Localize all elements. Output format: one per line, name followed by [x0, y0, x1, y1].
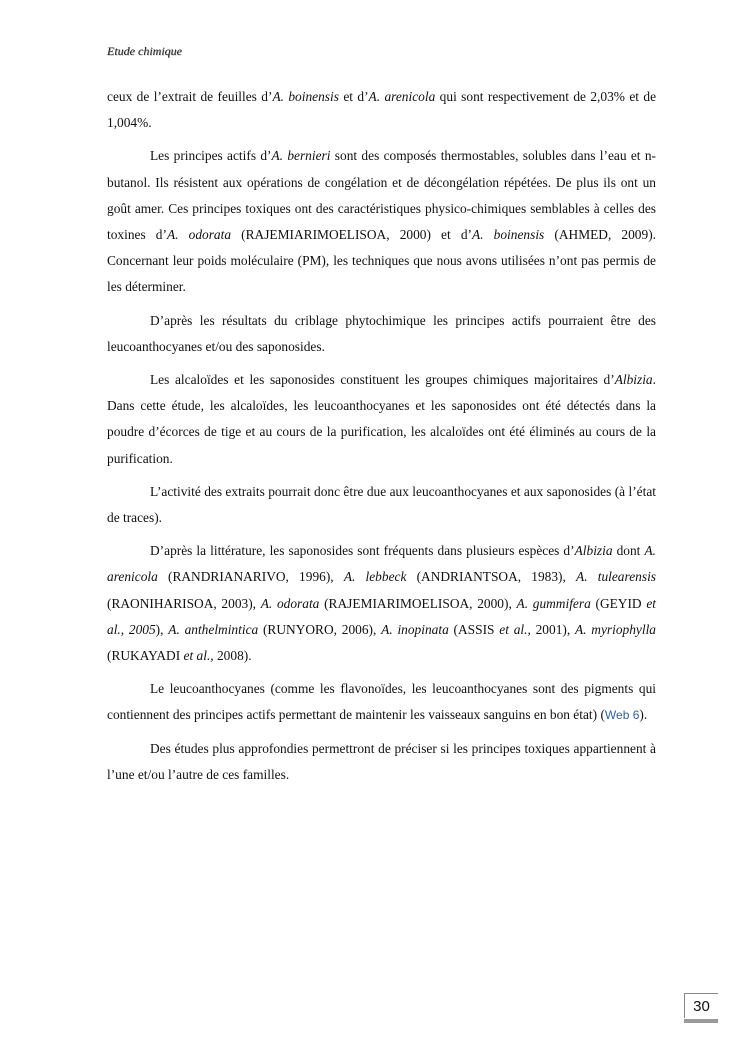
species-name: A. boinensis: [472, 227, 545, 243]
text-run: L’activité des extraits pourrait donc être due aux leucoanthocyanes et aux saponosides (à l’état de traces).: [107, 483, 656, 526]
text-run: 2001),: [530, 621, 575, 637]
text-run: qui sont respectivement de 2,03% et de 1,004%.: [107, 89, 657, 131]
text-run: ),: [155, 621, 169, 637]
text-run: . Dans cette étude, les alcaloïdes, les leucoanthocyanes et les saponosides ont été détectés dans la poudre d’écorces de tige et au cours de la purification, les alcaloïdes ont été éliminés au cours de la purification.: [107, 372, 656, 466]
text-run: (AHMED, 2009). Concernant leur poids moléculaire (PM), les techniques que nous avons utilisées n’ont pas permis de les déterminer.: [107, 227, 657, 295]
species-name: A. odorata: [166, 227, 232, 243]
species-name: A. arenicola: [107, 543, 656, 585]
species-name: A. odorata: [260, 595, 320, 611]
species-name: A. lebbeck: [343, 569, 407, 585]
species-name: A. myriophylla: [574, 621, 656, 637]
paragraph-2: [107, 143, 656, 300]
paragraph-1: [107, 84, 656, 136]
page-number: 30: [684, 993, 718, 1018]
text-run: Des études plus approfondies permettront de préciser si les principes toxiques appartiennent à l’une et/ou l’autre de ces familles.: [107, 740, 656, 782]
paragraph-5: [107, 479, 656, 531]
species-name: A. anthelmintica: [168, 621, 259, 637]
paragraph-4: [107, 367, 656, 472]
species-name: A. gummifera: [516, 595, 591, 611]
text-run: (RAJEMIARIMOELISOA, 2000) et d’: [231, 227, 473, 243]
text-run: (ASSIS: [448, 621, 500, 637]
text-run: (RAJEMIARIMOELISOA, 2000),: [319, 595, 517, 611]
running-header: Etude chimique: [107, 44, 182, 58]
body-text: [107, 84, 656, 795]
species-name: A. tulearensis: [576, 569, 656, 585]
text-run: et d’: [338, 89, 369, 104]
genus-name: Albizia: [614, 372, 653, 388]
citation-etal: et al.,: [183, 648, 214, 664]
web-reference-link[interactable]: Web 6: [604, 708, 640, 723]
page-number-underline: [684, 1019, 718, 1023]
citation-etal: et al., 2005: [107, 595, 656, 637]
text-run: (RUKAYADI: [107, 648, 184, 664]
text-run: D’après la littérature, les saponosides sont fréquents dans plusieurs espèces d’: [150, 543, 575, 559]
paragraph-3: [107, 308, 656, 360]
text-run: 2008).: [213, 648, 252, 664]
species-name: A. inopinata: [381, 621, 449, 637]
text-run: (RAONIHARISOA, 2003),: [107, 595, 261, 611]
species-name: A. arenicola: [368, 89, 436, 104]
species-name: A. bernieri: [271, 148, 331, 164]
text-run: sont des composés thermostables, solubles dans l’eau et n-butanol. Ils résistent aux opérations de congélation et de décongélation répétées. De plus ils ont un goût amer. Ces principes toxiques ont des caractéristiques physico-chimiques semblables à celles des toxines d’: [107, 148, 656, 243]
paragraph-6: [107, 538, 656, 669]
text-run: (ANDRIANTSOA, 1983),: [406, 569, 577, 585]
paragraph-7: [107, 676, 656, 728]
text-run: D’après les résultats du criblage phytochimique les principes actifs pourraient être des leucoanthocyanes et/ou des saponosides.: [107, 312, 656, 354]
text-run: ).: [639, 707, 648, 723]
text-run: (RANDRIANARIVO, 1996),: [157, 569, 344, 585]
genus-name: Albizia: [574, 543, 613, 559]
text-run: Les alcaloïdes et les saponosides constituent les groupes chimiques majoritaires d’: [150, 372, 615, 388]
text-run: (GEYID: [590, 595, 647, 611]
paragraph-8: [107, 736, 656, 788]
citation-etal: et al.,: [499, 621, 531, 637]
text-run: Les principes actifs d’: [150, 148, 272, 164]
text-run: Le leucoanthocyanes (comme les flavonoïdes, les leucoanthocyanes sont des pigments qui contiennent des principes actifs permettant de maintenir les vaisseaux sanguins en bon état) (: [107, 681, 656, 723]
text-run: ceux de l’extrait de feuilles d’: [107, 89, 273, 104]
text-run: dont: [612, 543, 645, 559]
species-name: A. boinensis: [272, 89, 339, 104]
text-run: (RUNYORO, 2006),: [258, 621, 382, 637]
